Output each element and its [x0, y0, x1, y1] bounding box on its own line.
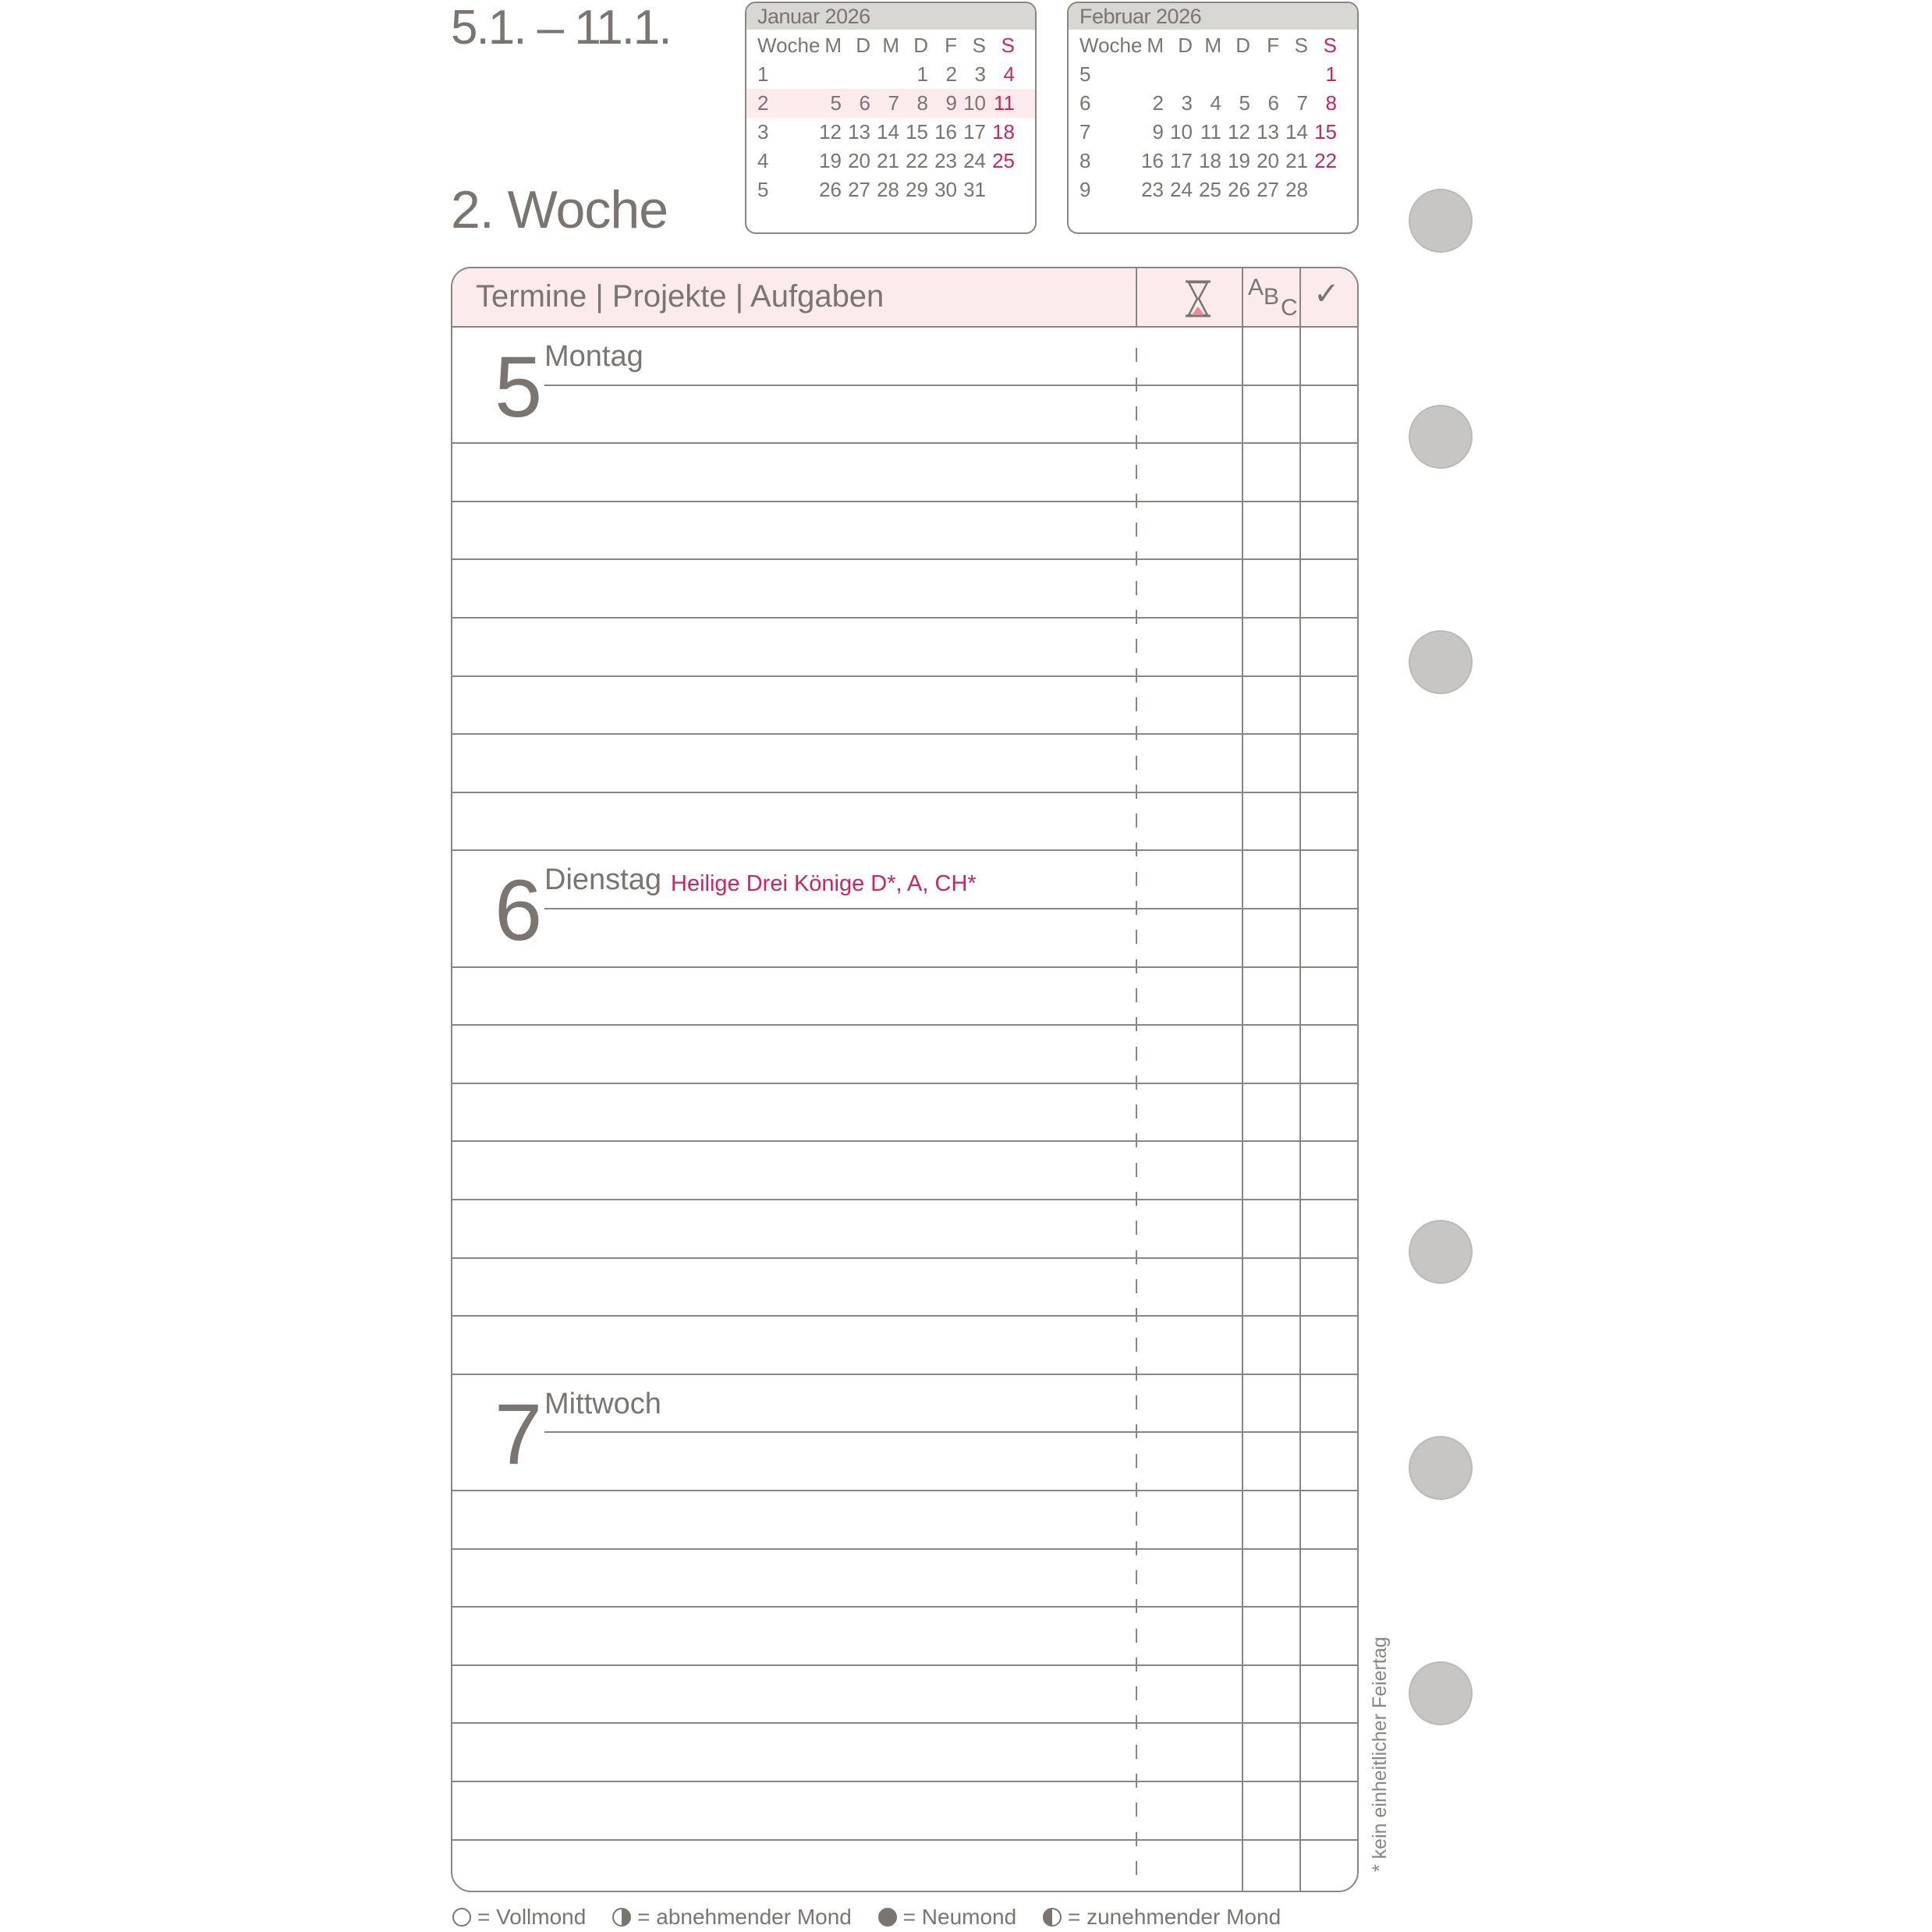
- time-tick: [1136, 1483, 1137, 1497]
- day-underline: [544, 1431, 1242, 1433]
- time-tick: [1136, 406, 1137, 420]
- time-tick: [1136, 872, 1137, 886]
- time-tick: [1136, 1774, 1137, 1788]
- day-cell: 16: [1141, 149, 1164, 172]
- day-cell: 25: [1199, 178, 1221, 201]
- week-number: Woche: [757, 34, 821, 57]
- time-tick: [1136, 1629, 1137, 1643]
- time-tick: [1136, 726, 1137, 740]
- hourglass-icon: [1182, 279, 1214, 322]
- day-cell: S: [1001, 34, 1015, 57]
- ruled-line: [452, 1140, 1357, 1142]
- day-cell: S: [1323, 34, 1337, 57]
- abc-b: B: [1264, 284, 1280, 310]
- ruled-line: [452, 1781, 1357, 1782]
- time-tick: [1136, 348, 1137, 362]
- day-cell: 20: [1257, 149, 1279, 172]
- day-cell: M: [1204, 34, 1221, 57]
- ruled-line: [452, 1199, 1357, 1200]
- mini-calendar-week-row: [1069, 60, 1357, 89]
- day-cell: 1: [916, 62, 928, 86]
- legend-label: = Neumond: [902, 1905, 1017, 1929]
- time-tick: [1136, 465, 1137, 479]
- day-number: 7: [495, 1386, 540, 1483]
- moon-legend: [452, 1905, 1301, 1930]
- week-number: Woche: [1079, 34, 1143, 57]
- day-cell: 3: [1181, 91, 1193, 115]
- time-tick: [1136, 1250, 1137, 1264]
- time-tick: [1136, 1803, 1137, 1817]
- day-cell: 25: [992, 149, 1015, 172]
- day-cell: D: [1235, 34, 1250, 57]
- ruled-line: [452, 1083, 1357, 1084]
- day-cell: 28: [1285, 178, 1308, 201]
- mini-calendar-week-row: [746, 147, 1035, 175]
- day-cell: 14: [1285, 120, 1308, 144]
- time-tick: [1136, 697, 1137, 711]
- day-underline: [544, 908, 1242, 909]
- day-cell: 24: [1170, 178, 1193, 201]
- time-tick: [1136, 1163, 1137, 1177]
- day-cell: 13: [848, 120, 870, 144]
- time-tick: [1136, 1657, 1137, 1671]
- time-tick: [1136, 1338, 1137, 1352]
- mini-calendar-february: [1067, 2, 1359, 234]
- column-divider: [1242, 268, 1243, 1891]
- ruled-line: [452, 1490, 1357, 1491]
- day-cell: 18: [992, 120, 1015, 144]
- time-tick: [1136, 1454, 1137, 1468]
- legend-item: [612, 1905, 852, 1930]
- week-number: 6: [1079, 91, 1091, 115]
- ruled-line: [452, 501, 1357, 502]
- footnote: * kein einheitlicher Feiertag: [1369, 1636, 1391, 1872]
- time-tick: [1136, 1745, 1137, 1759]
- ruled-line: [452, 558, 1357, 560]
- ruled-line: [452, 1606, 1357, 1608]
- day-cell: 27: [1257, 178, 1279, 201]
- day-number: 6: [495, 863, 540, 959]
- legend-item: [878, 1905, 1017, 1930]
- time-tick: [1136, 756, 1137, 770]
- holiday-label: Heilige Drei Könige D*, A, CH*: [671, 871, 977, 897]
- time-tick: [1136, 1133, 1137, 1147]
- day-cell: 14: [877, 120, 899, 144]
- time-tick: [1136, 1076, 1137, 1090]
- ruled-line: [1242, 908, 1357, 909]
- day-name: Dienstag: [544, 863, 661, 897]
- week-number: 4: [757, 149, 769, 172]
- mini-calendar-week-row: [1069, 118, 1357, 147]
- binder-hole-icon: [1409, 189, 1473, 253]
- time-tick: [1136, 610, 1137, 624]
- column-divider: [1136, 268, 1137, 326]
- day-cell: 6: [1267, 91, 1279, 115]
- day-cell: 15: [906, 120, 928, 144]
- day-cell: 23: [934, 149, 957, 172]
- mini-calendar-week-row: [746, 118, 1035, 147]
- date-range: 5.1. – 11.1.: [451, 1, 671, 55]
- time-tick: [1136, 1047, 1137, 1061]
- day-cell: 5: [830, 91, 842, 115]
- time-tick: [1136, 551, 1137, 565]
- day-cell: 22: [906, 149, 928, 172]
- abc-a: A: [1248, 275, 1264, 300]
- day-cell: 19: [1228, 149, 1250, 172]
- ruled-line: [452, 733, 1357, 735]
- day-cell: 10: [1170, 120, 1193, 144]
- week-number: 3: [757, 120, 769, 144]
- abc-c: C: [1281, 295, 1298, 321]
- mini-calendar-title: Januar 2026: [746, 3, 1035, 30]
- legend-item: [1043, 1905, 1281, 1930]
- day-cell: 27: [848, 178, 870, 201]
- day-cell: 31: [963, 178, 986, 201]
- day-cell: 16: [934, 120, 957, 144]
- binder-hole-icon: [1409, 1220, 1473, 1284]
- week-number: 5: [757, 178, 769, 201]
- abc-icon: [1248, 275, 1304, 321]
- day-cell: 18: [1199, 149, 1221, 172]
- ruled-line: [1242, 1431, 1357, 1433]
- waxing-moon-icon: [1043, 1908, 1062, 1927]
- checkmark-icon: ✓: [1313, 277, 1340, 311]
- time-tick: [1136, 785, 1137, 799]
- ruled-line: [452, 1722, 1357, 1724]
- legend-item: [452, 1905, 586, 1930]
- legend-label: = Vollmond: [477, 1905, 587, 1929]
- day-cell: 3: [974, 62, 986, 86]
- time-tick: [1136, 1308, 1137, 1322]
- mini-calendar-weekday-row: [1069, 31, 1357, 60]
- binder-hole-icon: [1409, 405, 1473, 469]
- day-cell: 12: [819, 120, 842, 144]
- mini-calendar-week-row: [1069, 147, 1357, 175]
- day-cell: 5: [1239, 91, 1250, 115]
- time-tick: [1136, 814, 1137, 828]
- time-tick: [1136, 1512, 1137, 1526]
- day-cell: 26: [819, 178, 842, 201]
- time-tick: [1136, 1599, 1137, 1613]
- time-tick: [1136, 1686, 1137, 1700]
- new-moon-icon: [878, 1908, 897, 1927]
- day-cell: 2: [945, 62, 957, 86]
- full-moon-icon: [452, 1908, 471, 1927]
- day-cell: D: [913, 34, 928, 57]
- time-tick: [1136, 1017, 1137, 1031]
- time-tick: [1136, 668, 1137, 682]
- day-cell: S: [972, 34, 986, 57]
- time-tick: [1136, 1395, 1137, 1409]
- mini-calendar-title: Februar 2026: [1069, 3, 1357, 30]
- week-number: 1: [757, 62, 769, 86]
- day-cell: D: [1178, 34, 1193, 57]
- day-cell: 7: [888, 91, 899, 115]
- day-cell: M: [824, 34, 842, 57]
- ruled-line: [452, 792, 1357, 793]
- day-cell: 8: [1325, 91, 1337, 115]
- ruled-line: [452, 442, 1357, 444]
- planner-grid: [451, 267, 1359, 1892]
- day-cell: 17: [1170, 149, 1193, 172]
- time-tick: [1136, 1570, 1137, 1584]
- day-cell: M: [882, 34, 899, 57]
- day-number: 5: [495, 339, 540, 435]
- day-cell: 6: [859, 91, 870, 115]
- ruled-line: [452, 1024, 1357, 1026]
- day-cell: F: [1267, 34, 1279, 57]
- day-cell: D: [856, 34, 870, 57]
- week-number: 5: [1079, 62, 1091, 86]
- day-cell: 13: [1257, 120, 1279, 144]
- day-cell: 21: [877, 149, 899, 172]
- time-tick: [1136, 435, 1137, 449]
- day-cell: 4: [1210, 91, 1221, 115]
- day-cell: 19: [819, 149, 842, 172]
- day-divider: [452, 1374, 1357, 1375]
- week-number: 7: [1079, 120, 1091, 144]
- day-cell: 15: [1314, 120, 1337, 144]
- time-tick: [1136, 1541, 1137, 1555]
- day-cell: 29: [906, 178, 928, 201]
- day-cell: 26: [1228, 178, 1250, 201]
- time-tick: [1136, 1104, 1137, 1118]
- day-cell: M: [1147, 34, 1164, 57]
- day-cell: 23: [1141, 178, 1164, 201]
- day-underline: [544, 385, 1242, 386]
- time-tick: [1136, 930, 1137, 944]
- time-tick: [1136, 1279, 1137, 1293]
- time-tick: [1136, 1832, 1137, 1846]
- day-divider: [452, 849, 1357, 851]
- day-cell: 9: [945, 91, 957, 115]
- day-cell: 21: [1285, 149, 1308, 172]
- day-cell: 30: [934, 178, 957, 201]
- mini-calendar-week-row: [746, 89, 1035, 118]
- day-cell: 28: [877, 178, 899, 201]
- time-tick: [1136, 581, 1137, 595]
- mini-calendar-week-row: [1069, 175, 1357, 204]
- time-tick: [1136, 1715, 1137, 1729]
- day-cell: 10: [963, 91, 986, 115]
- time-tick: [1136, 494, 1137, 508]
- day-cell: S: [1294, 34, 1308, 57]
- column-divider: [1299, 268, 1301, 1891]
- day-cell: 8: [916, 91, 928, 115]
- legend-label: = abnehmender Mond: [637, 1905, 852, 1929]
- day-cell: 2: [1152, 91, 1164, 115]
- ruled-line: [452, 1315, 1357, 1317]
- ruled-line: [452, 1548, 1357, 1550]
- day-cell: 20: [848, 149, 870, 172]
- time-tick: [1136, 1192, 1137, 1206]
- ruled-line: [1242, 385, 1357, 386]
- ruled-line: [452, 1839, 1357, 1841]
- week-number: 8: [1079, 149, 1091, 172]
- time-tick: [1136, 523, 1137, 537]
- legend-label: = zunehmender Mond: [1067, 1905, 1282, 1929]
- week-number: 9: [1079, 178, 1091, 201]
- planner-title: Termine | Projekte | Aufgaben: [476, 279, 884, 314]
- ruled-line: [452, 966, 1357, 968]
- mini-calendar-weekday-row: [746, 31, 1035, 60]
- binder-hole-icon: [1409, 1436, 1473, 1500]
- day-cell: 22: [1314, 149, 1337, 172]
- mini-calendar-january: [745, 2, 1037, 234]
- day-cell: 24: [963, 149, 986, 172]
- day-cell: 1: [1325, 62, 1337, 86]
- week-label: 2. Woche: [451, 180, 668, 239]
- mini-calendar-week-row: [746, 175, 1035, 204]
- day-cell: 12: [1228, 120, 1250, 144]
- binder-hole-icon: [1409, 630, 1473, 694]
- day-name: Montag: [544, 340, 643, 373]
- week-number: 2: [757, 91, 769, 115]
- time-tick: [1136, 1861, 1137, 1875]
- ruled-line: [452, 675, 1357, 677]
- time-tick: [1136, 639, 1137, 653]
- day-cell: 9: [1152, 120, 1164, 144]
- day-cell: 7: [1296, 91, 1308, 115]
- mini-calendar-week-row: [1069, 89, 1357, 118]
- binder-hole-icon: [1409, 1661, 1473, 1725]
- ruled-line: [452, 617, 1357, 619]
- day-cell: 11: [994, 91, 1015, 115]
- day-cell: 4: [1003, 62, 1015, 86]
- day-cell: 17: [963, 120, 986, 144]
- ruled-line: [452, 1664, 1357, 1666]
- waning-moon-icon: [612, 1908, 631, 1927]
- time-tick: [1136, 1221, 1137, 1235]
- time-tick: [1136, 988, 1137, 1002]
- day-cell: F: [945, 34, 957, 57]
- time-tick: [1136, 959, 1137, 973]
- day-name: Mittwoch: [544, 1387, 661, 1420]
- day-cell: 11: [1200, 120, 1221, 144]
- ruled-line: [452, 1257, 1357, 1259]
- mini-calendar-week-row: [746, 60, 1035, 89]
